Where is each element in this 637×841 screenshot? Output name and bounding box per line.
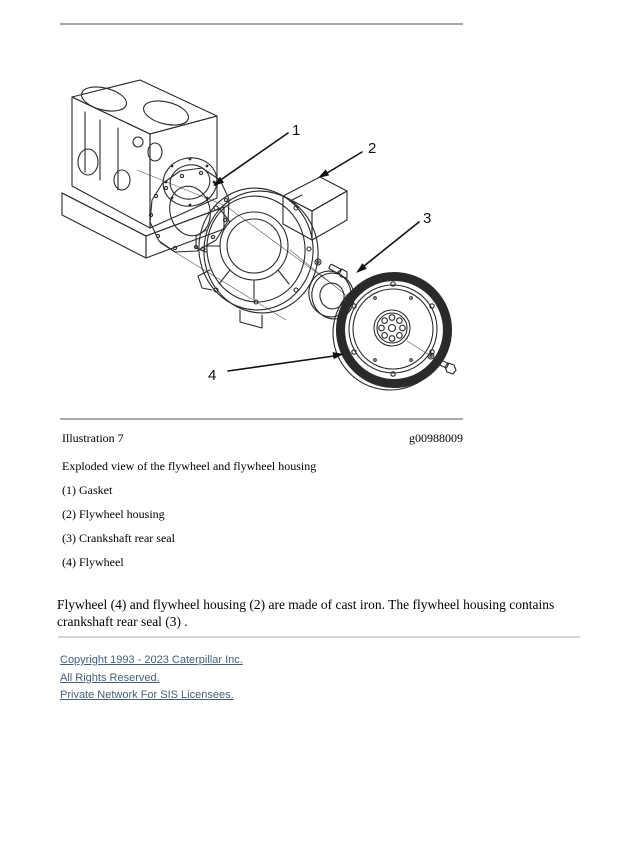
figure-caption-row — [62, 431, 463, 446]
footer-link-network[interactable]: Private Network For SIS Licensees. — [60, 689, 234, 701]
page-footer — [60, 652, 243, 705]
callout-number-1: 1 — [292, 122, 301, 139]
exploded-view-illustration — [55, 72, 467, 408]
callout-arrow-3 — [356, 222, 419, 273]
figure-label: Illustration 7 — [62, 431, 124, 445]
callout-arrow-2 — [318, 152, 362, 178]
callout-number-3: 3 — [423, 210, 432, 227]
engine-block-drawing — [62, 80, 224, 258]
divider-above-caption — [60, 418, 463, 420]
housing-bolt-holes — [201, 206, 311, 304]
callout-arrow-4 — [228, 352, 344, 371]
divider-above-footer — [58, 636, 580, 638]
flywheel-hub-bolt-holes — [379, 315, 406, 342]
callout-number-2: 2 — [368, 140, 377, 157]
footer-link-rights[interactable]: All Rights Reserved. — [60, 671, 160, 684]
callout-number-4: 4 — [208, 367, 217, 384]
footer-link-copyright[interactable]: Copyright 1993 - 2023 Caterpillar Inc. — [60, 654, 243, 666]
figure-callout-label-1: (1) Gasket — [62, 483, 113, 497]
figure-callout-label-3: (3) Crankshaft rear seal — [62, 531, 175, 545]
figure-caption: Exploded view of the flywheel and flywheel housing — [62, 459, 317, 473]
callout-arrow-1 — [213, 133, 288, 186]
body-paragraph: Flywheel (4) and flywheel housing (2) are made of cast iron. The flywheel housing contains crankshaft rear seal (3) . — [57, 597, 555, 629]
figure-callout-label-2: (2) Flywheel housing — [62, 507, 165, 521]
figure-id: g00988009 — [409, 431, 463, 445]
figure-callout-label-4: (4) Flywheel — [62, 555, 124, 569]
callout-arrows — [213, 133, 419, 371]
divider-top — [60, 23, 463, 25]
